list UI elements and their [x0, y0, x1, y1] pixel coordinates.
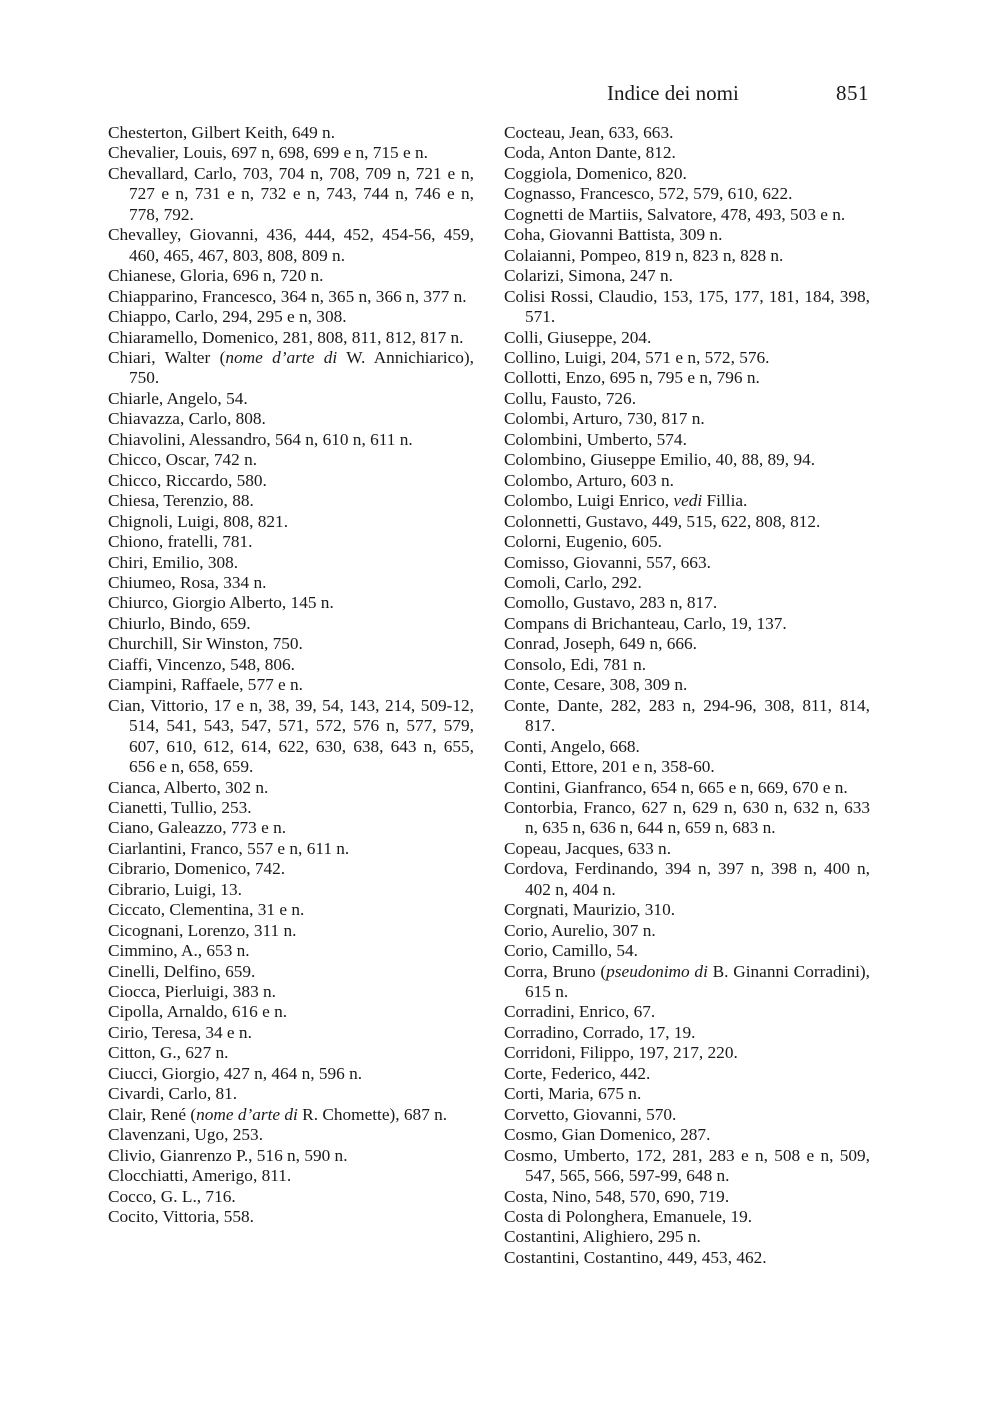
- index-entry: Chiapparino, Francesco, 364 n, 365 n, 366 n, 377 n.: [108, 286, 467, 306]
- index-entry: Corte, Federico, 442.: [504, 1063, 651, 1083]
- index-entry: Clavenzani, Ugo, 253.: [108, 1125, 264, 1145]
- index-entry: Ciucci, Giorgio, 427 n, 464 n, 596 n.: [108, 1063, 363, 1083]
- index-entry: Chiaramello, Domenico, 281, 808, 811, 812, 817 n.: [108, 327, 464, 347]
- index-entry: Conrad, Joseph, 649 n, 666.: [504, 634, 697, 654]
- index-entry: Chiari, Walter (nome d’arte di W. Annichiarico), 750.: [108, 347, 474, 388]
- index-entry: Chiarle, Angelo, 54.: [108, 388, 248, 408]
- index-entry: Collu, Fausto, 726.: [504, 388, 637, 408]
- index-entry: Chicco, Riccardo, 580.: [108, 470, 267, 490]
- index-entry: Colombo, Arturo, 603 n.: [504, 470, 674, 490]
- index-entry: Costa di Polonghera, Emanuele, 19.: [504, 1207, 753, 1227]
- index-entry: Civardi, Carlo, 81.: [108, 1084, 238, 1104]
- index-entry: Colombini, Umberto, 574.: [504, 429, 687, 449]
- index-entry: Cosmo, Umberto, 172, 281, 283 e n, 508 e n, 509, 547, 565, 566, 597-99, 648 n.: [504, 1145, 870, 1186]
- index-entry: Clocchiatti, Amerigo, 811.: [108, 1166, 292, 1186]
- index-entry: Corradini, Enrico, 67.: [504, 1002, 656, 1022]
- index-entry: Ciampini, Raffaele, 577 e n.: [108, 675, 304, 695]
- index-entry: Chianese, Gloria, 696 n, 720 n.: [108, 266, 324, 286]
- index-entry: Chignoli, Luigi, 808, 821.: [108, 511, 289, 531]
- index-entry: Chesterton, Gilbert Keith, 649 n.: [108, 123, 336, 142]
- index-entry: Chiurlo, Bindo, 659.: [108, 613, 251, 633]
- index-entry: Ciaffi, Vincenzo, 548, 806.: [108, 654, 295, 674]
- index-entry: Corra, Bruno (pseudonimo di B. Ginanni Corradini), 615 n.: [504, 961, 870, 1002]
- index-entry: Chevalley, Giovanni, 436, 444, 452, 454-56, 459, 460, 465, 467, 803, 808, 809 n.: [108, 225, 474, 265]
- index-entry: Colaianni, Pompeo, 819 n, 823 n, 828 n.: [504, 245, 784, 265]
- index-entry: Conte, Dante, 282, 283 n, 294-96, 308, 811, 814, 817.: [504, 695, 870, 736]
- index-entry: Colonnetti, Gustavo, 449, 515, 622, 808, 812.: [504, 511, 821, 531]
- index-entry: Cimmino, A., 653 n.: [108, 941, 250, 961]
- index-entry: Coda, Anton Dante, 812.: [504, 143, 676, 163]
- index-entry: Contini, Gianfranco, 654 n, 665 e n, 669, 670 e n.: [504, 777, 848, 797]
- index-entry: Conti, Angelo, 668.: [504, 736, 640, 756]
- index-entry: Cianetti, Tullio, 253.: [108, 797, 252, 817]
- index-entry: Contorbia, Franco, 627 n, 629 n, 630 n, 632 n, 633 n, 635 n, 636 n, 644 n, 659 n, 683 n.: [504, 797, 870, 838]
- index-entry: Collino, Luigi, 204, 571 e n, 572, 576.: [504, 347, 770, 367]
- index-entry: Corgnati, Maurizio, 310.: [504, 900, 676, 920]
- index-entry: Ciano, Galeazzo, 773 e n.: [108, 818, 287, 838]
- index-entry: Cicognani, Lorenzo, 311 n.: [108, 920, 297, 940]
- index-entry: Colombi, Arturo, 730, 817 n.: [504, 409, 705, 429]
- index-entry: Comisso, Giovanni, 557, 663.: [504, 552, 711, 572]
- index-entry: Cosmo, Gian Domenico, 287.: [504, 1125, 711, 1145]
- index-entry: Cocteau, Jean, 633, 663.: [504, 123, 674, 142]
- index-entry: Chiri, Emilio, 308.: [108, 552, 239, 572]
- index-entry: Colorni, Eugenio, 605.: [504, 532, 662, 552]
- index-entry: Chiesa, Terenzio, 88.: [108, 491, 254, 511]
- index-entry: Cian, Vittorio, 17 e n, 38, 39, 54, 143, 214, 509-12, 514, 541, 543, 547, 571, 572, 576 n, 577, 579, 607, 610, 612, 614, 622, 630, 638, 643 n, 655, 656 e n, 658, 659.: [108, 695, 474, 777]
- index-entry: Conte, Cesare, 308, 309 n.: [504, 675, 688, 695]
- index-entry: Ciarlantini, Franco, 557 e n, 611 n.: [108, 838, 350, 858]
- index-entry: Churchill, Sir Winston, 750.: [108, 634, 303, 654]
- index-entry: Chiappo, Carlo, 294, 295 e n, 308.: [108, 307, 347, 327]
- index-entry: Compans di Brichanteau, Carlo, 19, 137.: [504, 613, 787, 633]
- index-entry: Corridoni, Filippo, 197, 217, 220.: [504, 1043, 738, 1063]
- page-number: 851: [836, 81, 869, 105]
- index-entry: Cibrario, Luigi, 13.: [108, 879, 242, 899]
- index-entry: Cocco, G. L., 716.: [108, 1186, 236, 1206]
- index-entry: Chevalier, Louis, 697 n, 698, 699 e n, 715 e n.: [108, 143, 428, 163]
- index-entry: Cognetti de Martiis, Salvatore, 478, 493, 503 e n.: [504, 204, 846, 224]
- index-entry: Collotti, Enzo, 695 n, 795 e n, 796 n.: [504, 368, 760, 388]
- index-entry: Colli, Giuseppe, 204.: [504, 327, 652, 347]
- index-entry: Cocito, Vittoria, 558.: [108, 1207, 255, 1227]
- index-entry: Chiavolini, Alessandro, 564 n, 610 n, 611 n.: [108, 429, 413, 449]
- index-entry: Cipolla, Arnaldo, 616 e n.: [108, 1002, 288, 1022]
- index-entry: Copeau, Jacques, 633 n.: [504, 838, 672, 858]
- index-entry: Costantini, Costantino, 449, 453, 462.: [504, 1247, 767, 1267]
- index-entry: Chiono, fratelli, 781.: [108, 532, 253, 552]
- index-entry: Corradino, Corrado, 17, 19.: [504, 1022, 696, 1042]
- index-entry: Costantini, Alighiero, 295 n.: [504, 1227, 701, 1247]
- running-head-title: Indice dei nomi: [607, 81, 739, 105]
- index-entry: Conti, Ettore, 201 e n, 358-60.: [504, 757, 715, 777]
- index-entry: Chevallard, Carlo, 703, 704 n, 708, 709 n, 721 e n, 727 e n, 731 e n, 732 e n, 743, 744 n, 746 e n, 778, 792.: [108, 163, 474, 224]
- index-entry: Costa, Nino, 548, 570, 690, 719.: [504, 1186, 730, 1206]
- index-entry: Clivio, Gianrenzo P., 516 n, 590 n.: [108, 1145, 348, 1165]
- index-entry: Corio, Aurelio, 307 n.: [504, 920, 656, 940]
- index-entry: Coggiola, Domenico, 820.: [504, 163, 687, 183]
- index-entry: Chiumeo, Rosa, 334 n.: [108, 572, 267, 592]
- index-column-left: [108, 123, 474, 1227]
- index-entry: Colombino, Giuseppe Emilio, 40, 88, 89, 94.: [504, 450, 816, 470]
- index-entry: Corvetto, Giovanni, 570.: [504, 1104, 677, 1124]
- index-entry: Chiavazza, Carlo, 808.: [108, 409, 266, 429]
- index-entry: Cognasso, Francesco, 572, 579, 610, 622.: [504, 184, 793, 204]
- index-entry: Comoli, Carlo, 292.: [504, 572, 642, 592]
- index-entry: Cordova, Ferdinando, 394 n, 397 n, 398 n, 400 n, 402 n, 404 n.: [504, 859, 870, 899]
- index-entry: Cirio, Teresa, 34 e n.: [108, 1022, 252, 1042]
- index-entry: Ciccato, Clementina, 31 e n.: [108, 900, 305, 920]
- running-head: [607, 78, 869, 108]
- index-entry: Cinelli, Delfino, 659.: [108, 961, 256, 981]
- index-entry: Ciocca, Pierluigi, 383 n.: [108, 982, 276, 1002]
- index-entry: Comollo, Gustavo, 283 n, 817.: [504, 593, 718, 613]
- index-entry: Chicco, Oscar, 742 n.: [108, 450, 258, 470]
- index-entry: Cibrario, Domenico, 742.: [108, 859, 286, 879]
- index-column-right: [504, 123, 870, 1268]
- index-entry: Corti, Maria, 675 n.: [504, 1084, 642, 1104]
- index-entry: Colisi Rossi, Claudio, 153, 175, 177, 181, 184, 398, 571.: [504, 286, 870, 327]
- index-entry: Coha, Giovanni Battista, 309 n.: [504, 225, 723, 245]
- index-entry: Consolo, Edi, 781 n.: [504, 654, 647, 674]
- index-entry: Colarizi, Simona, 247 n.: [504, 266, 673, 286]
- index-entry: Chiurco, Giorgio Alberto, 145 n.: [108, 593, 334, 613]
- index-entry: Corio, Camillo, 54.: [504, 941, 638, 961]
- index-entry: Cianca, Alberto, 302 n.: [108, 777, 269, 797]
- index-entry: Citton, G., 627 n.: [108, 1043, 229, 1063]
- index-entry: Colombo, Luigi Enrico, vedi Fillia.: [504, 491, 748, 511]
- index-entry: Clair, René (nome d’arte di R. Chomette), 687 n.: [108, 1104, 448, 1124]
